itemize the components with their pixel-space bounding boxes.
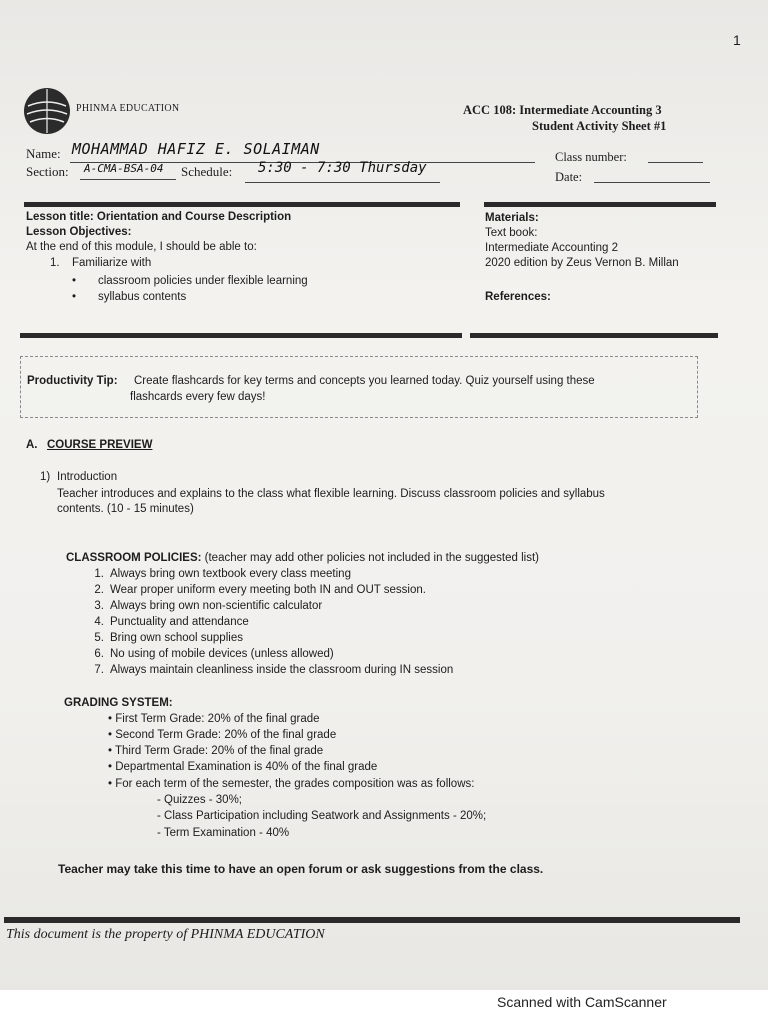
lesson-bottom-bar — [20, 333, 462, 338]
logo-name: PHINMA EDUCATION — [76, 103, 180, 114]
date-label: Date: — [555, 170, 583, 184]
footer-text: This document is the property of PHINMA EDUCATION — [6, 927, 325, 942]
references-label: References: — [485, 291, 551, 303]
policy-item: 5. Bring own school supplies — [94, 632, 243, 644]
name-label: Name: — [26, 146, 61, 161]
materials-top-bar — [484, 202, 716, 207]
grading-subitem: - Term Examination - 40% — [157, 827, 290, 839]
objective-subitem: syllabus contents — [98, 291, 187, 303]
lesson-top-bar — [24, 202, 460, 207]
materials-label: Materials: — [485, 212, 539, 224]
bullet-dot: • — [72, 275, 77, 287]
tip-text: flashcards every few days! — [130, 391, 266, 403]
schedule-field: 5:30 - 7:30 Thursday — [258, 160, 427, 176]
grading-item: • Second Term Grade: 20% of the final grade — [108, 729, 337, 741]
objective-number: 1. — [50, 257, 60, 269]
name-field: MOHAMMAD HAFIZ E. SOLAIMAN — [72, 140, 320, 158]
footer-bar — [4, 917, 740, 923]
section-letter: A. — [26, 439, 38, 451]
tip-label: Productivity Tip: — [27, 375, 118, 387]
policy-item: 7. Always maintain cleanliness inside the classroom during IN session — [94, 664, 454, 676]
policies-note: (teacher may add other policies not included in the suggested list) — [204, 552, 539, 564]
section-field: A-CMA-BSA-04 — [84, 162, 164, 175]
objectives-label: Lesson Objectives: — [26, 226, 132, 238]
camscanner-watermark: Scanned with CamScanner — [497, 994, 667, 1010]
policy-item: 3. Always bring own non-scientific calculator — [94, 600, 323, 612]
grading-subitem: - Quizzes - 30%; — [157, 794, 242, 806]
lesson-title: Lesson title: Orientation and Course Description — [26, 211, 292, 223]
policy-item: 4. Punctuality and attendance — [94, 616, 249, 628]
class-number-label: Class number: — [555, 150, 627, 164]
section-heading: COURSE PREVIEW — [47, 439, 153, 451]
policies-heading: CLASSROOM POLICIES: — [66, 552, 202, 564]
section-underline — [80, 179, 176, 180]
policy-item: 1. Always bring own textbook every class meeting — [94, 568, 351, 580]
objective-1: Familiarize with — [72, 257, 152, 269]
section-label: Section: — [26, 164, 69, 179]
course-title: ACC 108: Intermediate Accounting 3 — [463, 103, 662, 117]
bullet-dot: • — [72, 291, 77, 303]
sheet-title: Student Activity Sheet #1 — [532, 119, 667, 133]
materials-line: Text book: — [485, 227, 538, 239]
schedule-underline — [245, 182, 440, 183]
materials-line: 2020 edition by Zeus Vernon B. Millan — [485, 257, 679, 269]
grading-item: • Third Term Grade: 20% of the final grade — [108, 745, 324, 757]
grading-item: • First Term Grade: 20% of the final grade — [108, 713, 320, 725]
grading-heading: GRADING SYSTEM: — [64, 697, 173, 709]
grading-item: • For each term of the semester, the grades composition was as follows: — [108, 778, 475, 790]
intro-number: 1) — [40, 471, 51, 483]
class-number-line — [648, 162, 703, 163]
tip-text: Create flashcards for key terms and concepts you learned today. Quiz yourself using these — [134, 375, 595, 387]
schedule-label: Schedule: — [181, 164, 233, 179]
intro-text: contents. (10 - 15 minutes) — [57, 503, 194, 515]
grading-item: • Departmental Examination is 40% of the final grade — [108, 761, 378, 773]
policy-item: 2. Wear proper uniform every meeting both IN and OUT session. — [94, 584, 426, 596]
page-mark: 1 — [733, 32, 741, 48]
objective-subitem: classroom policies under flexible learning — [98, 275, 308, 287]
objectives-intro: At the end of this module, I should be able to: — [26, 241, 257, 253]
closing-note: Teacher may take this time to have an open forum or ask suggestions from the class. — [58, 862, 544, 876]
materials-bottom-bar — [470, 333, 718, 338]
phinma-logo-icon — [22, 86, 72, 136]
grading-subitem: - Class Participation including Seatwork and Assignments - 20%; — [157, 810, 487, 822]
intro-text: Teacher introduces and explains to the class what flexible learning. Discuss classroom policies and syllabus — [57, 488, 605, 500]
intro-title: Introduction — [57, 471, 118, 483]
date-line — [594, 182, 710, 183]
policy-item: 6. No using of mobile devices (unless allowed) — [94, 648, 334, 660]
materials-line: Intermediate Accounting 2 — [485, 242, 618, 254]
